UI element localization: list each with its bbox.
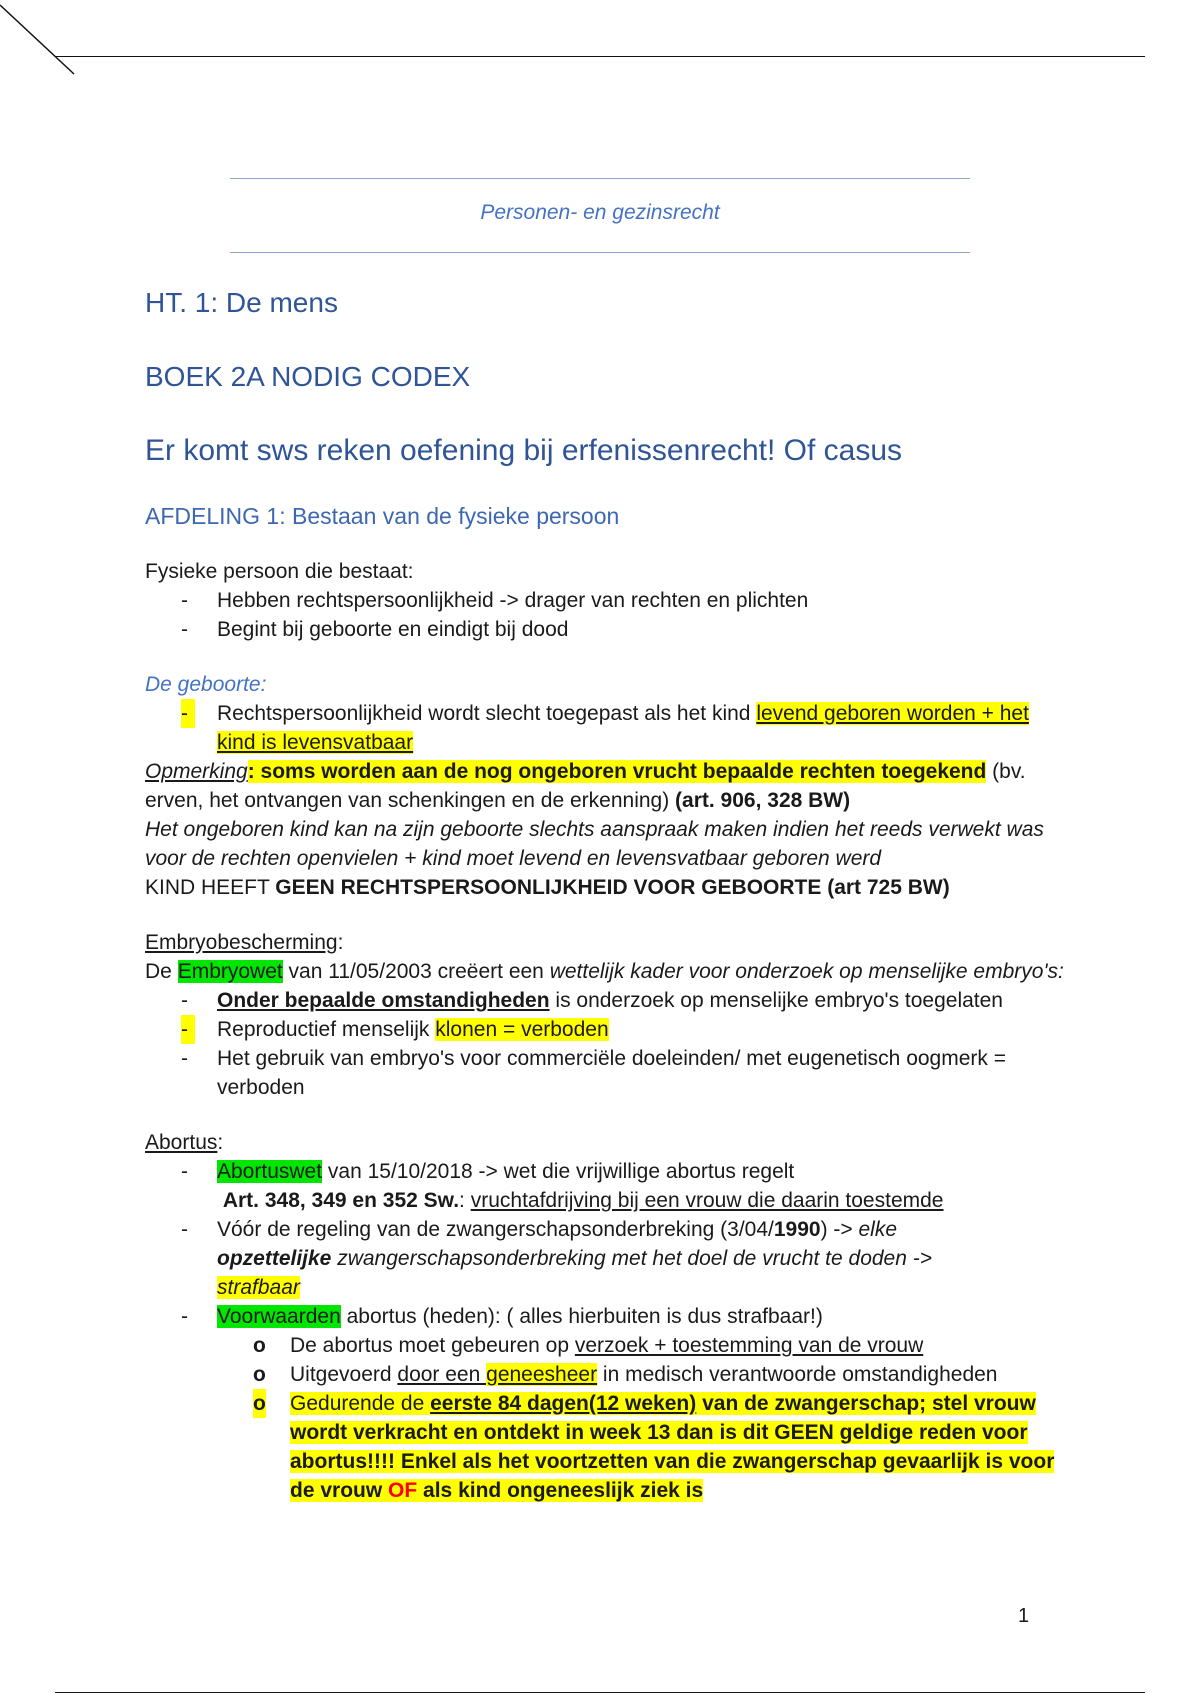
corner-diagonal-line [0, 0, 80, 80]
header-rule [55, 56, 1145, 57]
document-title-box [230, 178, 970, 253]
document-body [145, 285, 1065, 1505]
list-item: - Abortuswet van 15/10/2018 -> wet die vrijwillige abortus regelt Art. 348, 349 en 352 Sw.: vruchtafdrijving bij een vrouw die daarin toestemde [181, 1160, 944, 1212]
codex-heading: BOEK 2A NODIG CODEX [145, 361, 471, 392]
list-item: o Uitgevoerd door een geneesheer in medisch verantwoorde omstandigheden [253, 1363, 998, 1386]
list-item: o Gedurende de eerste 84 dagen(12 weken) van de zwangerschap; stel vrouw wordt verkracht en ontdekt in week 13 dan is dit GEEN geldige reden voor abortus!!!! Enkel als het voortzetten van die zwangerschap gevaarlijk is voor de vrouw OF als kind ongeneeslijk ziek is [145, 1389, 1065, 1505]
list-item: - Het gebruik van embryo's voor commerciële doeleinden/ met eugenetisch oogmerk = verboden [181, 1047, 1006, 1099]
fysiek-list [145, 586, 1065, 644]
page-number: 1 [1018, 1605, 1030, 1627]
list-item: - Rechtspersoonlijkheid wordt slecht toegepast als het kind levend geboren worden + het kind is levensvatbaar [145, 699, 1065, 757]
list-item: - Voorwaarden abortus (heden): ( alles hierbuiten is dus strafbaar!) [181, 1305, 823, 1328]
chapter-heading: HT. 1: De mens [145, 287, 338, 318]
kind-note: KIND HEEFT GEEN RECHTSPERSOONLIJKHEID VOOR GEBOORTE (art 725 BW) [145, 876, 950, 899]
list-item: - Hebben rechtspersoonlijkheid -> drager van rechten en plichten [181, 589, 809, 612]
abortus-list [145, 1157, 1065, 1331]
embryo-label: Embryobescherming: [145, 931, 344, 954]
section-heading: AFDELING 1: Bestaan van de fysieke persoon [145, 503, 620, 529]
embryowet-paragraph: De Embryowet van 11/05/2003 creëert een wettelijk kader voor onderzoek op menselijke embryo's: [145, 960, 1064, 983]
list-item: o De abortus moet gebeuren op verzoek + toestemming van de vrouw [253, 1334, 924, 1357]
abortus-label: Abortus: [145, 1131, 224, 1154]
document-title: Personen- en gezinsrecht [480, 201, 720, 224]
geboorte-list [145, 699, 1065, 757]
opmerking-paragraph: Opmerking: soms worden aan de nog ongeboren vrucht bepaalde rechten toegekend (bv. erven, het ontvangen van schenkingen en de erkenning) (art. 906, 328 BW) [145, 760, 1026, 812]
footer-rule [55, 1692, 1145, 1693]
geboorte-label: De geboorte: [145, 673, 267, 696]
exam-note-heading: Er komt sws reken oefening bij erfenissenrecht! Of casus [145, 434, 903, 467]
embryo-list [145, 986, 1065, 1102]
list-item: - Onder bepaalde omstandigheden is onderzoek op menselijke embryo's toegelaten [181, 989, 1003, 1012]
list-item: - Begint bij geboorte en eindigt bij dood [181, 618, 569, 641]
list-item: - Reproductief menselijk klonen = verboden [145, 1015, 1065, 1044]
ongeboren-note: Het ongeboren kind kan na zijn geboorte slechts aanspraak maken indien het reeds verwekt was voor de rechten openvielen + kind moet levend en levensvatbaar geboren werd [145, 818, 1044, 870]
voorwaarden-list [145, 1331, 1065, 1505]
list-item: - Vóór de regeling van de zwangerschapsonderbreking (3/04/1990) -> elke opzettelijke zwangerschapsonderbreking met het doel de vrucht te doden -> strafbaar [181, 1218, 932, 1299]
fysiek-intro: Fysieke persoon die bestaat: [145, 560, 414, 583]
